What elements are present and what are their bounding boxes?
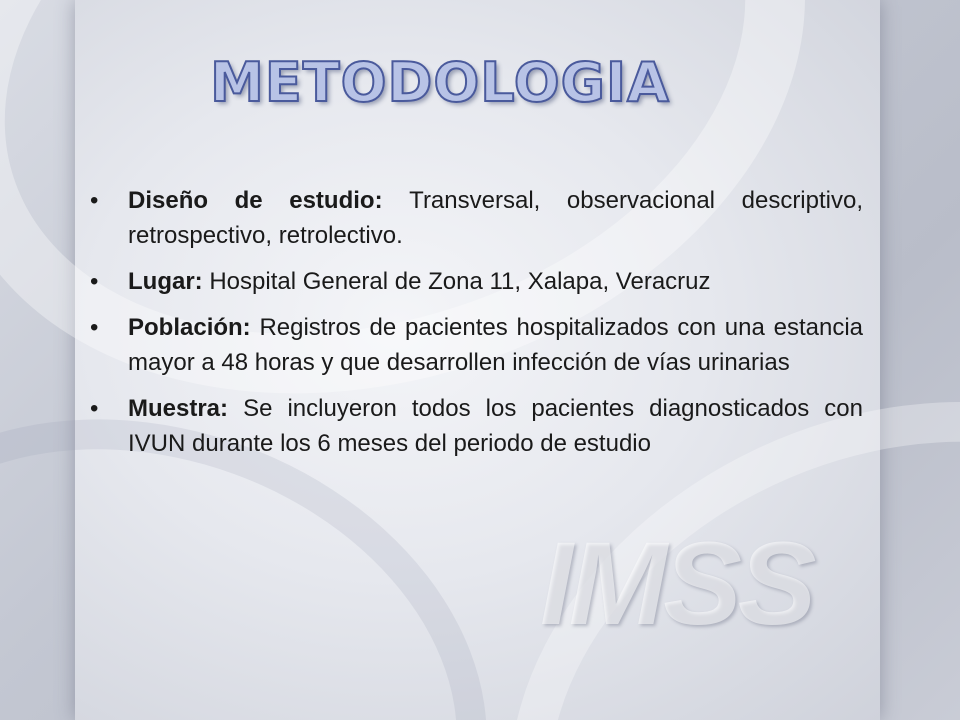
bullet-icon: • bbox=[90, 314, 99, 341]
imss-watermark-logo: IMSS bbox=[540, 518, 813, 650]
list-item-sample bbox=[88, 391, 863, 461]
item-text: Transversal, observacional descriptivo, retrospectivo, retrolectivo. bbox=[128, 187, 863, 249]
bullet-icon: • bbox=[90, 395, 99, 422]
item-label: Muestra: bbox=[128, 395, 244, 422]
item-label: Diseño de estudio: bbox=[128, 187, 410, 214]
item-text: Registros de pacientes hospitalizados con una estancia mayor a 48 horas y que desarrollen infección de vías urinarias bbox=[128, 314, 863, 376]
bullet-icon: • bbox=[90, 268, 99, 295]
bullet-icon: • bbox=[90, 187, 99, 214]
item-label: Población: bbox=[128, 314, 260, 341]
item-label: Lugar: bbox=[128, 268, 210, 295]
item-text: Se incluyeron todos los pacientes diagnosticados con IVUN durante los 6 meses del periodo de estudio bbox=[128, 395, 863, 457]
slide-title: METODOLOGIA bbox=[210, 51, 670, 114]
list-item-design bbox=[88, 183, 863, 253]
list-item-population bbox=[88, 310, 863, 380]
list-item-place bbox=[88, 264, 863, 299]
item-text: Hospital General de Zona 11, Xalapa, Veracruz bbox=[209, 268, 711, 295]
methodology-list bbox=[88, 183, 863, 472]
